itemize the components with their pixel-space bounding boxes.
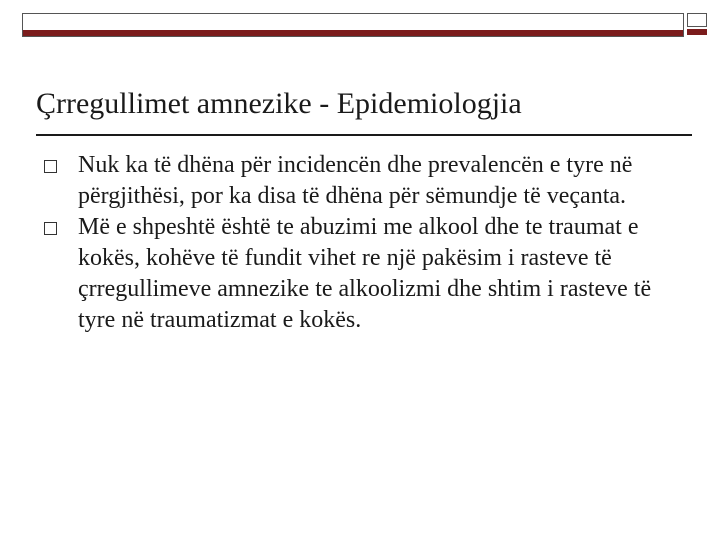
corner-square [687,13,707,27]
title-underline [36,134,692,136]
header-accent-stripe [23,30,683,36]
bullet-text: Më e shpeshtë është te abuzimi me alkool dhe te traumat e kokës, kohëve të fundit vihet re një pakësim i rasteve të çrregullimeve amnezike te alkoolizmi dhe shtim i rasteve të tyre në traumatizmat e kokës. [78,214,652,333]
corner-accent-stripe [687,29,707,35]
header-decoration-bar [22,13,684,37]
header-corner-decoration [687,13,707,37]
hollow-square-bullet-icon [44,222,57,235]
bullet-text: Nuk ka të dhëna për incidencën dhe prevalencën e tyre në përgjithësi, por ka disa të dhëna për sëmundje të veçanta. [78,152,633,209]
slide-title: Çrregullimet amnezike - Epidemiologjia [36,87,522,120]
bullet-item [44,212,694,336]
bullet-item [44,150,694,212]
hollow-square-bullet-icon [44,160,57,173]
bullet-list [44,150,694,336]
